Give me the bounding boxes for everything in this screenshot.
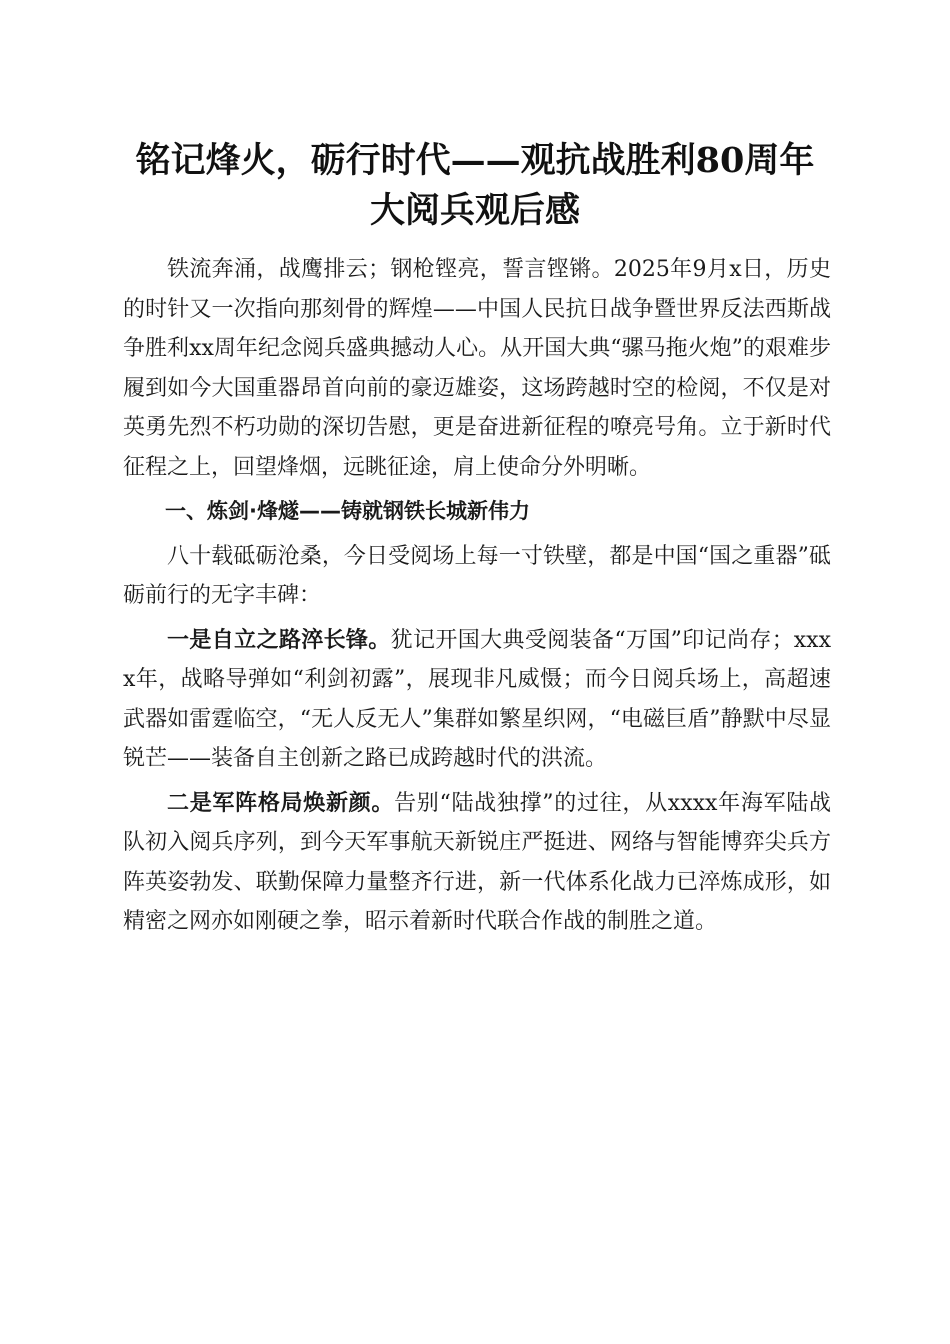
- point-1-lead: 一是自立之路淬长锋。: [167, 626, 391, 653]
- point-2-lead: 二是军阵格局焕新颜。: [167, 789, 395, 816]
- document-body: [123, 250, 831, 947]
- document-title: [100, 136, 850, 236]
- title-line-2: 大阅兵观后感: [369, 190, 580, 231]
- point-2-paragraph: [123, 784, 831, 942]
- point-2-text: 告别“陆战独撑”的过往，从xxxx年海军陆战队初入阅兵序列，到今天军事航天新锐庄严挺进、网络与智能博弈尖兵方阵英姿勃发、联勤保障力量整齐行进，新一代体系化战力已淬炼成形，如精密之网亦如刚硬之拳，昭示着新时代联合作战的制胜之道。: [123, 790, 831, 934]
- point-1-paragraph: [123, 621, 831, 779]
- section-1-intro-paragraph: 八十载砥砺沧桑，今日受阅场上每一寸铁壁，都是中国“国之重器”砥砺前行的无字丰碑：: [123, 543, 831, 608]
- point-1-text: 犹记开国大典受阅装备“万国”印记尚存；xxxx年，战略导弹如“利剑初露”，展现非凡威慑；而今日阅兵场上，高超速武器如雷霆临空，“无人反无人”集群如繁星织网，“电磁巨盾”静默中尽显锐芒——装备自主创新之路已成跨越时代的洪流。: [123, 627, 831, 771]
- title-line-1: 铭记烽火，砺行时代——观抗战胜利80周年: [135, 140, 815, 181]
- intro-paragraph: 铁流奔涌，战鹰排云；钢枪铿亮，誓言铿锵。2025年9月x日，历史的时针又一次指向那刻骨的辉煌——中国人民抗日战争暨世界反法西斯战争胜利xx周年纪念阅兵盛典撼动人心。从开国大典“骡马拖火炮”的艰难步履到如今大国重器昂首向前的豪迈雄姿，这场跨越时空的检阅，不仅是对英勇先烈不朽功勋的深切告慰，更是奋进新征程的嘹亮号角。立于新时代征程之上，回望烽烟，远眺征途，肩上使命分外明晰。: [123, 257, 831, 480]
- section-1-heading: 一、炼剑·烽燧——铸就钢铁长城新伟力: [165, 499, 530, 523]
